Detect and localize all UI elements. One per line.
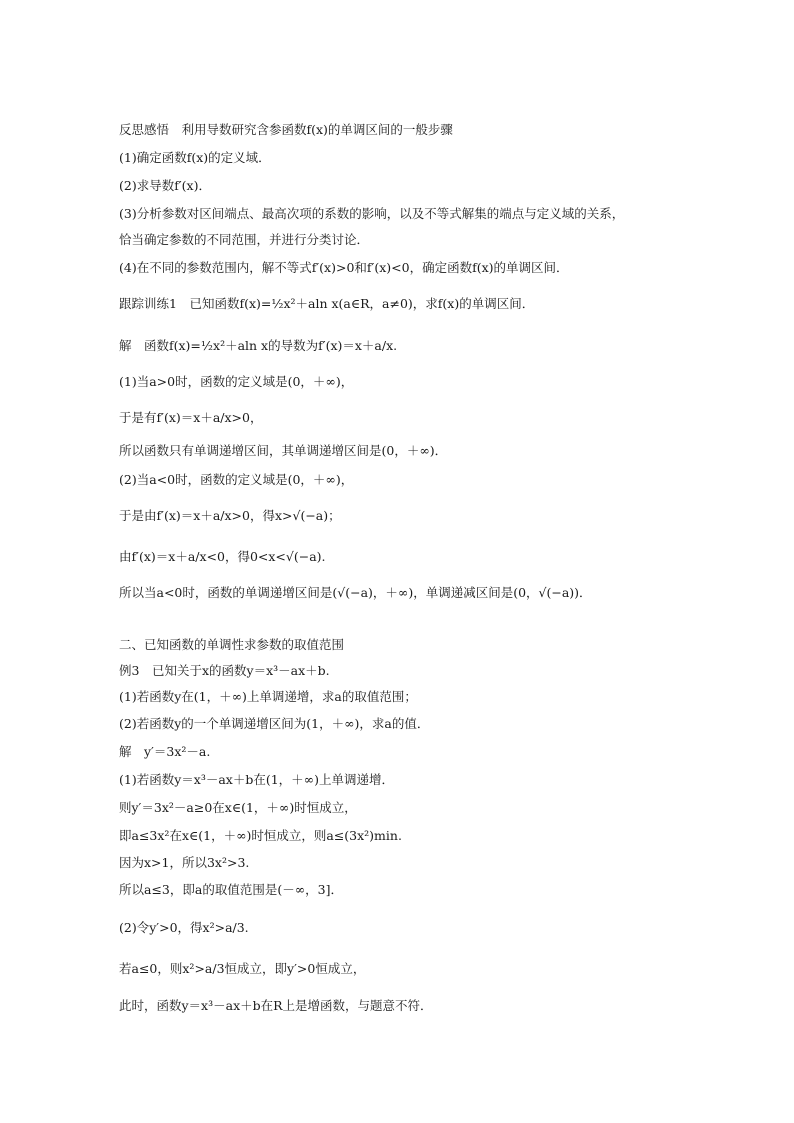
solution-line: (1)若函数y＝x³－ax＋b在(1，＋∞)上单调递增． (119, 772, 394, 787)
solution-line: (2)当a<0时，函数的定义域是(0，＋∞)， (119, 472, 354, 487)
reflection-step: (4)在不同的参数范围内，解不等式f′(x)>0和f′(x)<0，确定函数f(x)的单调区间． (119, 260, 569, 275)
solution-line: 由f′(x)＝x＋a/x<0，得0<x<√(−a). (119, 549, 326, 564)
solution-line: 若a≤0，则x²>a/3恒成立，即y′>0恒成立， (119, 961, 366, 976)
solution-line: 所以当a<0时，函数的单调递增区间是(√(−a)，＋∞)，单调递减区间是(0，√(−a))． (119, 585, 592, 600)
solution-line: 则y′＝3x²－a≥0在x∈(1，＋∞)时恒成立， (119, 800, 357, 815)
reflection-step: 恰当确定参数的不同范围，并进行分类讨论． (119, 232, 370, 247)
reflection-step: (3)分析参数对区间端点、最高次项的系数的影响，以及不等式解集的端点与定义域的关系， (119, 206, 625, 221)
practice-problem: 跟踪训练1 已知函数f(x)=½x²＋aln x(a∈R，a≠0)，求f(x)的单调区间． (119, 296, 535, 311)
solution-line: 所以a≤3，即a的取值范围是(－∞，3]． (119, 882, 343, 897)
section-title: 二、已知函数的单调性求参数的取值范围 (119, 637, 345, 652)
example-question: (2)若函数y的一个单调递增区间为(1，＋∞)，求a的值． (119, 716, 430, 731)
solution-line: (2)令y′>0，得x²>a/3. (119, 920, 249, 935)
solution-line: 解 y′＝3x²－a. (119, 744, 211, 759)
solution-line: 于是有f′(x)＝x＋a/x>0， (119, 410, 263, 425)
example-question: (1)若函数y在(1，＋∞)上单调递增，求a的取值范围； (119, 689, 417, 704)
solution-line: 解 函数f(x)=½x²＋aln x的导数为f′(x)＝x＋a/x. (119, 338, 398, 353)
reflection-heading: 反思感悟 利用导数研究含参函数f(x)的单调区间的一般步骤 (119, 122, 453, 137)
solution-line: 此时，函数y＝x³－ax＋b在R上是增函数，与题意不符． (119, 998, 433, 1013)
solution-line: 所以函数只有单调递增区间，其单调递增区间是(0，＋∞)． (119, 443, 448, 458)
reflection-step: (2)求导数f′(x)． (119, 178, 211, 193)
solution-line: 即a≤3x²在x∈(1，＋∞)时恒成立，则a≤(3x²)min. (119, 828, 402, 843)
example-statement: 例3 已知关于x的函数y＝x³－ax＋b. (119, 663, 330, 678)
solution-line: (1)当a>0时，函数的定义域是(0，＋∞)， (119, 374, 354, 389)
solution-line: 于是由f′(x)＝x＋a/x>0，得x>√(−a)； (119, 508, 341, 523)
solution-line: 因为x>1，所以3x²>3. (119, 855, 250, 870)
reflection-step: (1)确定函数f(x)的定义域． (119, 150, 271, 165)
